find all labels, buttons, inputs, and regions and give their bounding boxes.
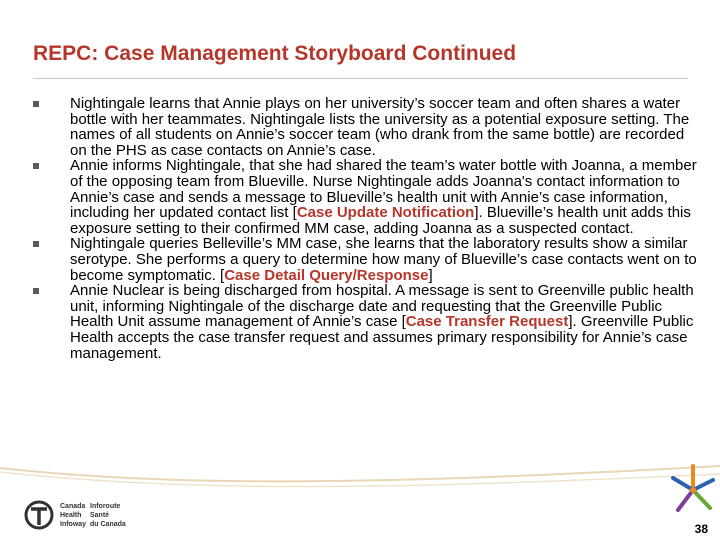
bullet-item [32, 283, 700, 361]
bullet-text [70, 95, 689, 159]
bullet-marker [33, 163, 39, 169]
bullet-segment: Annie informs Nightingale, that she had shared the team’s water bottle with Joanna, a member of the opposing team from Blueville. Nurse Nightingale adds Joanna's contact information to Annie’s case and sends a message to Blueville’s health unit with Annie’s case information, including her updated contact list [ [70, 157, 697, 222]
bullet-text [70, 282, 694, 361]
multicolor-star-icon [668, 462, 718, 518]
page-number: 38 [694, 522, 708, 536]
bullet-segment: Annie Nuclear is being discharged from hospital. A message is sent to Greenville public health unit, informing Nightingale of the discharge date and requesting that the Greenville Public Health Unit assume management of Annie’s case [ [70, 282, 694, 331]
infoway-logo-icon [22, 498, 56, 532]
message-type-highlight: Case Transfer Request [405, 313, 569, 331]
title-divider [33, 78, 688, 79]
message-type-highlight: Case Update Notification [296, 204, 475, 222]
logo-text-english: Canada Health Infoway [60, 503, 87, 528]
canada-health-infoway-logo [22, 498, 172, 534]
bullet-marker [33, 241, 39, 247]
bullet-text [70, 157, 697, 236]
bullet-marker [33, 101, 39, 107]
bullet-marker [33, 288, 39, 294]
bullet-segment: ] [428, 266, 433, 284]
bullet-item [32, 158, 700, 236]
bullet-segment: Nightingale learns that Annie plays on her university’s soccer team and often shares a water bottle with her teammates. Nightingale lists the university as a potential exposure setting. The names of all students on Annie’s soccer team (who drank from the same bottle) are recorded on the PHS as case contacts on Annie’s case. [70, 95, 690, 159]
logo-text-french: Inforoute Santé du Canada [90, 503, 126, 528]
bullet-list [32, 96, 700, 361]
bullet-segment: Nightingale queries Belleville’s MM case, she learns that the laboratory results show a similar serotype. She performs a query to determine how many of Blueville’s case contacts went on to become symptomatic. [ [70, 235, 697, 284]
bullet-segment: ]. Greenville Public Health accepts the case transfer request and assumes primary responsibility for Annie’s case management. [70, 313, 694, 362]
bullet-segment: ]. Blueville’s health unit adds this exposure setting to their confirmed MM case, adding Joanna as a suspected contact. [70, 204, 691, 237]
bullet-item [32, 236, 700, 283]
bullet-item [32, 96, 700, 158]
slide-title: REPC: Case Management Storyboard Continued [33, 42, 517, 65]
message-type-highlight: Case Detail Query/Response [224, 266, 429, 284]
bullet-text [70, 235, 697, 283]
